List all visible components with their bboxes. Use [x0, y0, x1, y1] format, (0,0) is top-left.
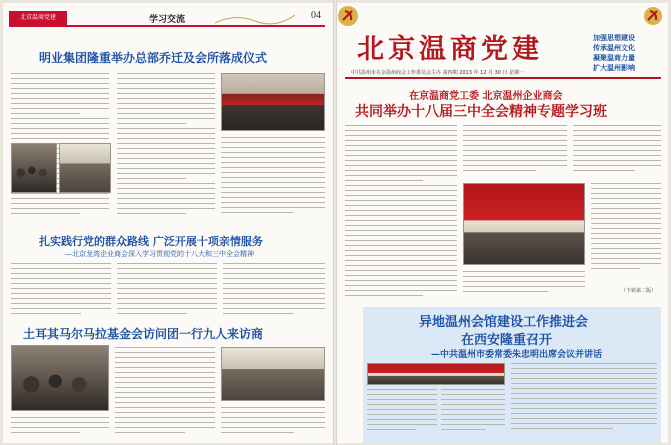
- slogan-line: 凝聚温商力量: [593, 54, 635, 62]
- slogan-line: 加强思想建设: [593, 34, 635, 42]
- text-column: [463, 125, 567, 179]
- left-header: [9, 11, 325, 27]
- article-subtitle: —北京龙湾企业商会深入学习贯彻党的十八大和三中全会精神: [65, 250, 254, 258]
- text-column: [117, 73, 215, 221]
- conference-photo: [367, 363, 505, 385]
- article-photo: [11, 143, 57, 193]
- header-deco-icon: [215, 11, 295, 25]
- header-tag: 北京温商党建: [9, 11, 67, 25]
- text-column: [441, 389, 505, 441]
- text-column: [117, 263, 217, 323]
- masthead-title: 北京温商党建: [357, 34, 543, 65]
- article-title: 扎实践行党的群众路线 广泛开展十项亲情服务: [39, 235, 263, 248]
- article-title: 土耳其马尔马拉基金会访问团一行九人来访商: [23, 327, 264, 341]
- ribbon-cutting-photo: [221, 73, 325, 131]
- section-title: 学习交流: [149, 15, 186, 25]
- continued-note: （下转第二版）: [621, 288, 657, 294]
- right-page: [337, 3, 668, 443]
- text-column: [223, 263, 325, 323]
- page-number: 04: [311, 10, 321, 21]
- slogan-line: 扩大温州影响: [593, 64, 635, 72]
- text-column: [591, 183, 661, 283]
- study-session-photo: [463, 183, 585, 265]
- text-column: [221, 137, 325, 221]
- text-column: [367, 389, 437, 441]
- party-emblem-icon: [337, 5, 359, 27]
- feature-subtitle: —中共温州市委常委朱忠明出席会议并讲话: [431, 350, 603, 360]
- feature-title: 异地温州会馆建设工作推进会: [419, 315, 589, 330]
- text-column: [573, 125, 661, 179]
- article-photo: [59, 143, 111, 193]
- masthead-info: 中共温州市在京温州商会工作委员会主办 第四期 2013 年 12 月 30 日 星期一: [351, 70, 525, 76]
- text-column: [11, 263, 111, 323]
- text-column: [345, 125, 457, 301]
- slogan-line: 传承温州文化: [593, 44, 635, 52]
- masthead-rule: [345, 77, 661, 79]
- text-column: [11, 417, 109, 443]
- text-column: [115, 347, 215, 443]
- article-kicker: 在京温商党工委 北京温州企业商会: [409, 91, 563, 102]
- article-title: 明业集团隆重举办总部乔迁及会所落成仪式: [39, 51, 268, 65]
- feature-title: 在西安隆重召开: [461, 333, 553, 348]
- left-page: [3, 3, 333, 443]
- text-column: [511, 363, 657, 441]
- text-column: [463, 271, 585, 301]
- delegation-photo: [11, 345, 109, 411]
- text-column: [221, 407, 325, 443]
- meeting-photo: [221, 347, 325, 401]
- party-emblem-icon: [643, 5, 663, 27]
- article-title: 共同举办十八届三中全会精神专题学习班: [355, 104, 607, 120]
- masthead-slogans: [593, 33, 635, 73]
